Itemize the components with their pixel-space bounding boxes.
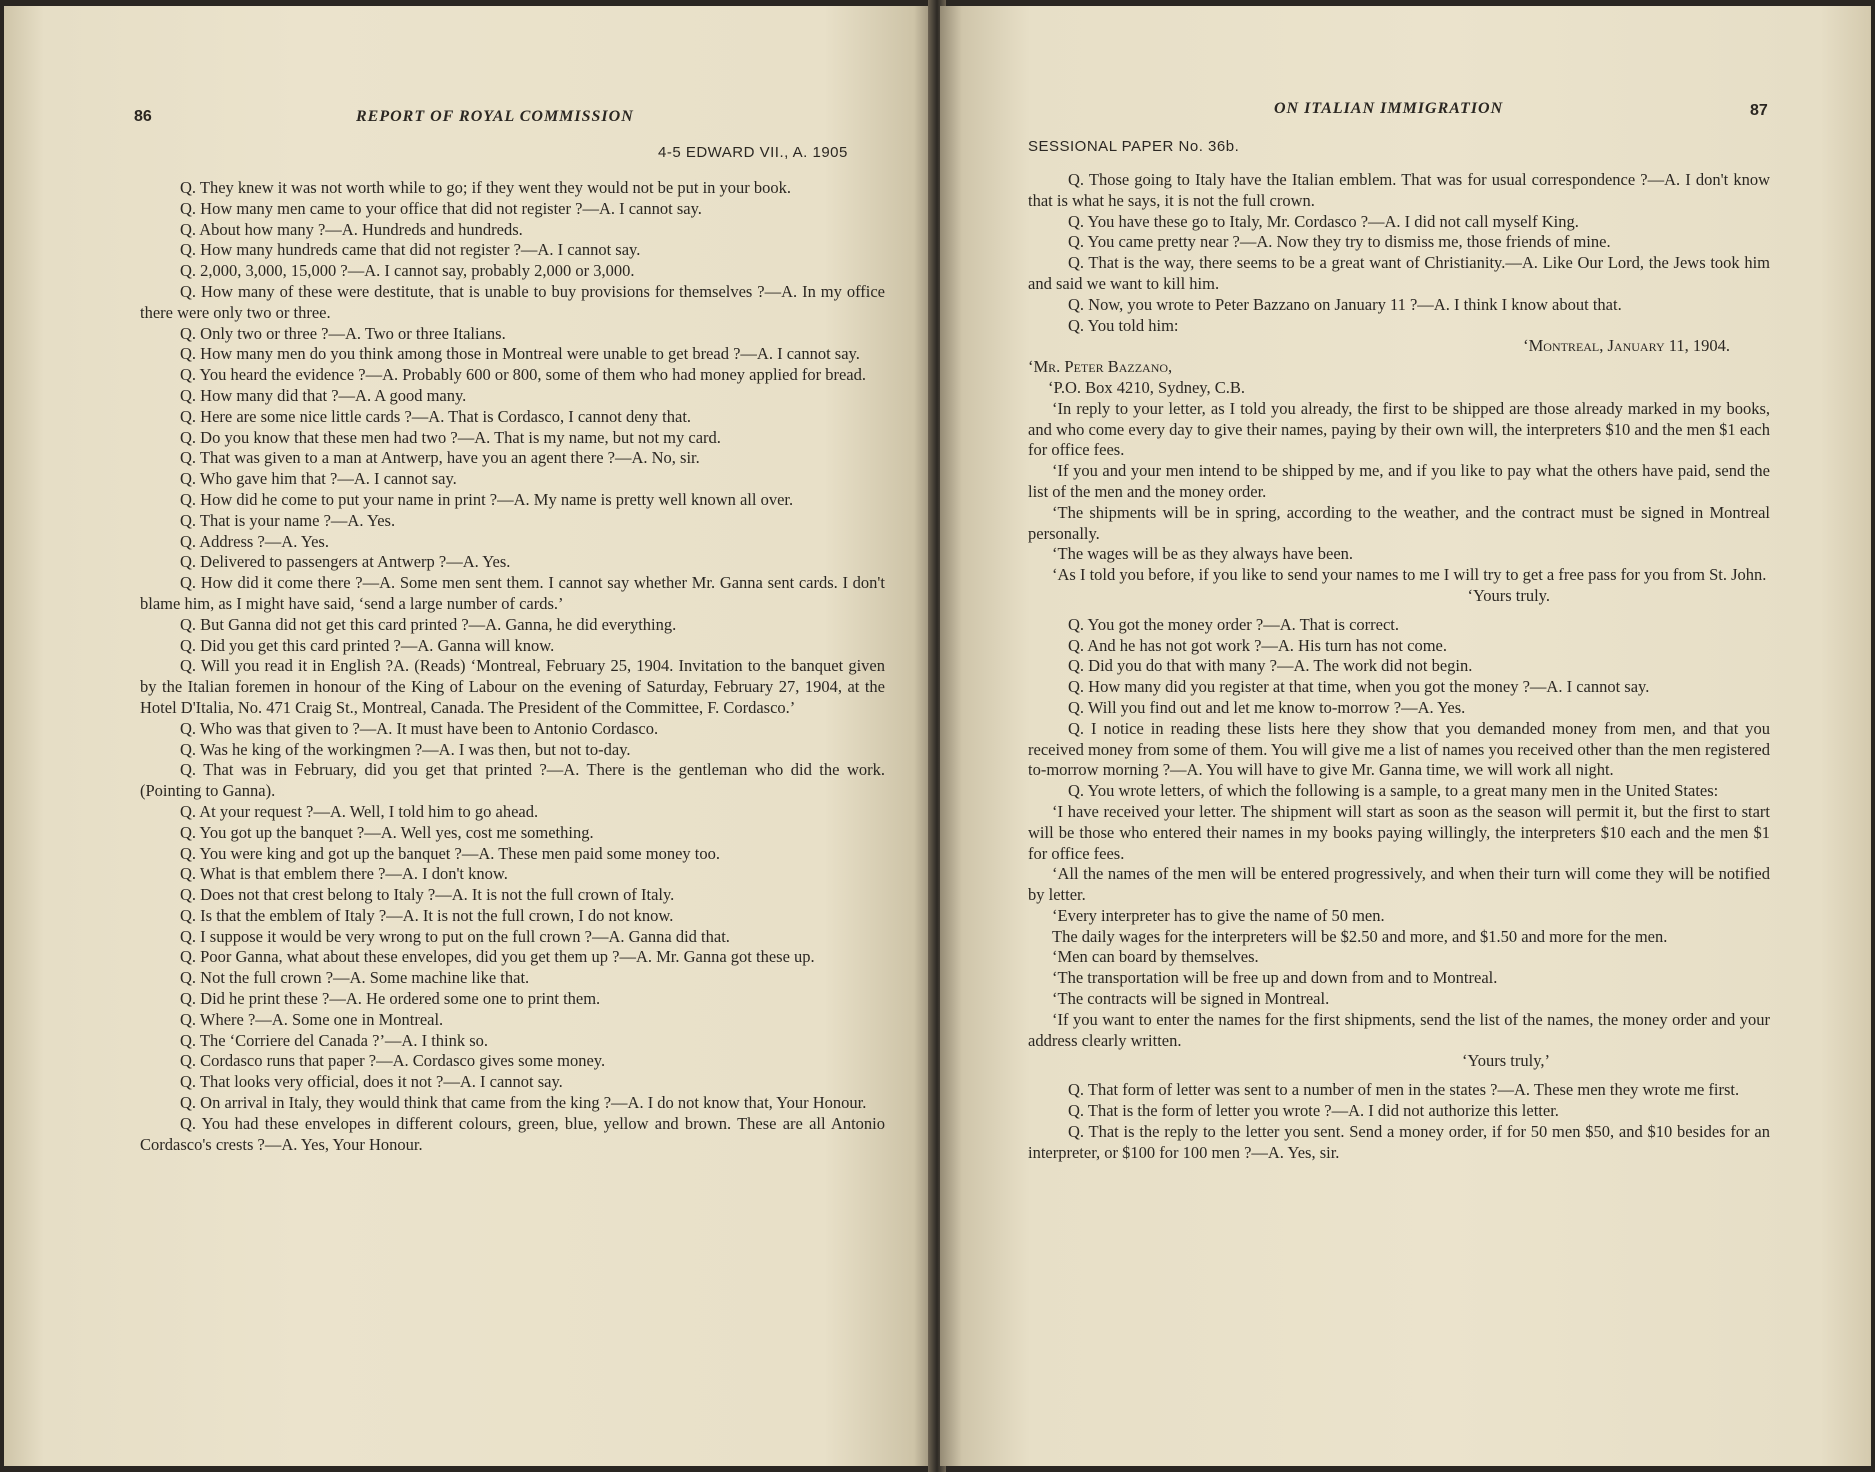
q-and-a: Q. Did he print these ?—A. He ordered some one to print them.	[180, 989, 601, 1009]
right-running-title: ON ITALIAN IMMIGRATION	[1274, 100, 1504, 117]
q-and-a: Q. Here are some nice little cards ?—A. That is Cordasco, I cannot deny that.	[180, 406, 692, 426]
q-and-a: Q. That is the reply to the letter you sent. Send a money order, if for 50 men $50, and $10 besides for an interpreter, or $100 for 100 men ?—A. Yes, sir.	[1028, 1121, 1770, 1162]
q-and-a: Q. You were king and got up the banquet ?—A. These men paid some money too.	[180, 843, 720, 863]
letter-paragraph: ‘Every interpreter has to give the name of 50 men.	[1052, 905, 1385, 925]
letter-paragraph: ‘I have received your letter. The shipment will start as soon as the season will permit it, but the first to start will be those who entered their names in my books paying willingly, the interpreters $10 each and the men $1 for office fees.	[1028, 801, 1770, 863]
q-and-a: Q. You got the money order ?—A. That is correct.	[1068, 614, 1400, 634]
q-and-a: Q. You have these go to Italy, Mr. Cordasco ?—A. I did not call myself King.	[1068, 211, 1579, 231]
q-and-a: Q. That was in February, did you get that printed ?—A. There is the gentleman who did the work. (Pointing to Ganna).	[140, 760, 885, 801]
letter-paragraph: ‘The wages will be as they always have been.	[1052, 544, 1354, 564]
letter-addressee: ‘Mr. Peter Bazzano,	[1028, 357, 1173, 377]
q-and-a: Q. How many men do you think among those in Montreal were unable to get bread ?—A. I cannot say.	[180, 344, 860, 364]
q-and-a: Q. And he has not got work ?—A. His turn has not come.	[1068, 635, 1447, 655]
q-and-a: Q. Not the full crown ?—A. Some machine like that.	[180, 968, 530, 988]
q-and-a: Q. You got up the banquet ?—A. Well yes, cost me something.	[180, 822, 594, 842]
q-and-a: Q. Will you read it in English ?A. (Reads) ‘Montreal, February 25, 1904. Invitation to the banquet given by the Italian foremen in honour of the King of Labour on the evening of Saturday, February 27, 1904, at the Hotel D'Italia, No. 471 Craig St., Montreal, Canada. The President of the Committee, F. Cordasco.’	[140, 656, 885, 717]
q-and-a: Q. Only two or three ?—A. Two or three Italians.	[180, 323, 506, 343]
right-session-line: SESSIONAL PAPER No. 36b.	[1028, 138, 1240, 155]
q-and-a: Q. Now, you wrote to Peter Bazzano on January 11 ?—A. I think I know about that.	[1068, 294, 1622, 314]
letter-paragraph: ‘All the names of the men will be entered progressively, and when their turn will come they will be notified by letter.	[1028, 864, 1770, 905]
q-and-a: Q. That is the way, there seems to be a great want of Christianity.—A. Like Our Lord, the Jews took him and said we want to kill him.	[1028, 253, 1770, 293]
letter-paragraph: The daily wages for the interpreters will be $2.50 and more, and $1.50 and more for the men.	[1052, 926, 1668, 946]
q-and-a: Q. That form of letter was sent to a number of men in the states ?—A. These men they wrote me first.	[1068, 1080, 1740, 1100]
q-and-a: Q. Address ?—A. Yes.	[180, 531, 329, 551]
q-and-a: Q. You came pretty near ?—A. Now they try to dismiss me, those friends of mine.	[1068, 232, 1611, 252]
q-and-a: Q. How many did that ?—A. A good many.	[180, 385, 467, 405]
q-and-a: Q. Is that the emblem of Italy ?—A. It is not the full crown, I do not know.	[180, 905, 674, 925]
q-and-a: Q. The ‘Corriere del Canada ?’—A. I think so.	[180, 1030, 489, 1050]
q-and-a: Q. Who was that given to ?—A. It must have been to Antonio Cordasco.	[180, 718, 659, 738]
letter-closing: ‘Yours truly,’	[1461, 1051, 1550, 1071]
right-page	[940, 6, 1871, 1466]
q-and-a: Q. On arrival in Italy, they would think that came from the king ?—A. I do not know that, Your Honour.	[180, 1093, 867, 1113]
q-and-a: Q. At your request ?—A. Well, I told him to go ahead.	[180, 801, 539, 821]
q-and-a: Q. Does not that crest belong to Italy ?—A. It is not the full crown of Italy.	[180, 885, 675, 905]
q-and-a: Q. How many men came to your office that did not register ?—A. I cannot say.	[180, 198, 702, 218]
q-and-a: Q. Who gave him that ?—A. I cannot say.	[180, 469, 457, 489]
letter-paragraph: ‘As I told you before, if you like to send your names to me I will try to get a free pass for you from St. John.	[1052, 565, 1767, 585]
q-and-a: Q. That looks very official, does it not ?—A. I cannot say.	[180, 1072, 563, 1092]
letter-paragraph: ‘If you want to enter the names for the first shipments, send the list of the names, the money order and your address clearly written.	[1028, 1009, 1770, 1050]
q-and-a: Q. They knew it was not worth while to go; if they went they would not be put in your book.	[180, 178, 792, 197]
q-and-a: Q. About how many ?—A. Hundreds and hundreds.	[180, 219, 523, 239]
right-page-number: 87	[1750, 102, 1768, 119]
q-and-a: Q. Poor Ganna, what about these envelopes, did you get them up ?—A. Mr. Ganna got these up.	[180, 947, 815, 967]
q-and-a: Q. That is the form of letter you wrote ?—A. I did not authorize this letter.	[1068, 1101, 1559, 1121]
q-and-a: Q. How many hundreds came that did not register ?—A. I cannot say.	[180, 240, 641, 260]
left-page-number: 86	[134, 108, 152, 125]
letter-paragraph: ‘In reply to your letter, as I told you already, the first to be shipped are those already marked in my books, and who come every day to give their names, paying by their own will, the interpreters $10 and the men $1 each for office fees.	[1028, 398, 1770, 460]
letter-paragraph: ‘The contracts will be signed in Montreal.	[1052, 989, 1330, 1009]
left-page	[4, 6, 936, 1466]
letter-paragraph: ‘The shipments will be in spring, according to the weather, and the contract must be signed in Montreal personally.	[1028, 502, 1770, 543]
q-and-a: Q. What is that emblem there ?—A. I don't know.	[180, 864, 508, 884]
q-and-a: Q. You wrote letters, of which the following is a sample, to a great many men in the United States:	[1068, 781, 1719, 801]
letter-paragraph: ‘The transportation will be free up and down from and to Montreal.	[1052, 968, 1498, 988]
left-page-body	[140, 178, 885, 1155]
q-and-a: Q. Did you get this card printed ?—A. Ganna will know.	[180, 635, 555, 655]
q-and-a: Q. That was given to a man at Antwerp, have you an agent there ?—A. No, sir.	[180, 448, 700, 468]
letter-closing: ‘Yours truly.	[1467, 585, 1550, 605]
q-and-a: Q. Will you find out and let me know to-morrow ?—A. Yes.	[1068, 697, 1466, 717]
q-and-a: Q. Did you do that with many ?—A. The work did not begin.	[1068, 656, 1473, 676]
q-and-a: Q. Where ?—A. Some one in Montreal.	[180, 1009, 444, 1029]
right-page-body	[1028, 170, 1770, 1163]
q-and-a: Q. 2,000, 3,000, 15,000 ?—A. I cannot say, probably 2,000 or 3,000.	[180, 261, 635, 281]
q-and-a: Q. How many of these were destitute, that is unable to buy provisions for themselves ?—A. In my office there were only two or three.	[140, 281, 885, 322]
q-and-a: Q. I notice in reading these lists here they show that you demanded money from men, and that you received money from some of them. You will give me a list of names you received other than the men registered to-morrow morning ?—A. You will have to give Mr. Ganna time, we will work all night.	[1028, 718, 1770, 780]
q-and-a: Q. How did he come to put your name in print ?—A. My name is pretty well known all over.	[180, 489, 794, 509]
q-and-a: Q. But Ganna did not get this card printed ?—A. Ganna, he did everything.	[180, 614, 677, 634]
q-and-a: Q. You heard the evidence ?—A. Probably 600 or 800, some of them who had money applied for bread.	[180, 365, 866, 385]
q-and-a: Q. You had these envelopes in different colours, green, blue, yellow and brown. These are all Antonio Cordasco's crests ?—A. Yes, Your Honour.	[140, 1113, 885, 1154]
q-and-a: Q. Delivered to passengers at Antwerp ?—A. Yes.	[180, 552, 511, 572]
letter-paragraph: ‘If you and your men intend to be shipped by me, and if you like to pay what the others have paid, send the list of the men and the money order.	[1028, 461, 1770, 501]
letter-dateline: ‘Montreal, January 11, 1904.	[1523, 336, 1730, 356]
q-and-a: Q. How did it come there ?—A. Some men sent them. I cannot say whether Mr. Ganna sent cards. I don't blame him, as I might have said, ‘send a large number of cards.’	[140, 573, 885, 613]
left-running-title: REPORT OF ROYAL COMMISSION	[356, 108, 634, 125]
q-and-a: Q. Was he king of the workingmen ?—A. I was then, but not to-day.	[180, 739, 631, 759]
q-and-a: Q. I suppose it would be very wrong to put on the full crown ?—A. Ganna did that.	[180, 926, 730, 946]
left-session-line: 4-5 EDWARD VII., A. 1905	[658, 144, 848, 161]
q-and-a: Q. Do you know that these men had two ?—A. That is my name, but not my card.	[180, 427, 721, 447]
q-and-a: Q. Those going to Italy have the Italian emblem. That was for usual correspondence ?—A. I don't know that is what he says, it is not the full crown.	[1028, 170, 1770, 210]
q-and-a: Q. That is your name ?—A. Yes.	[180, 510, 396, 530]
letter-address: ‘P.O. Box 4210, Sydney, C.B.	[1048, 377, 1245, 397]
q-and-a: Q. How many did you register at that time, when you got the money ?—A. I cannot say.	[1068, 677, 1650, 697]
q-and-a: Q. You told him:	[1068, 315, 1179, 335]
q-and-a: Q. Cordasco runs that paper ?—A. Cordasco gives some money.	[180, 1051, 606, 1071]
letter-paragraph: ‘Men can board by themselves.	[1052, 947, 1259, 967]
